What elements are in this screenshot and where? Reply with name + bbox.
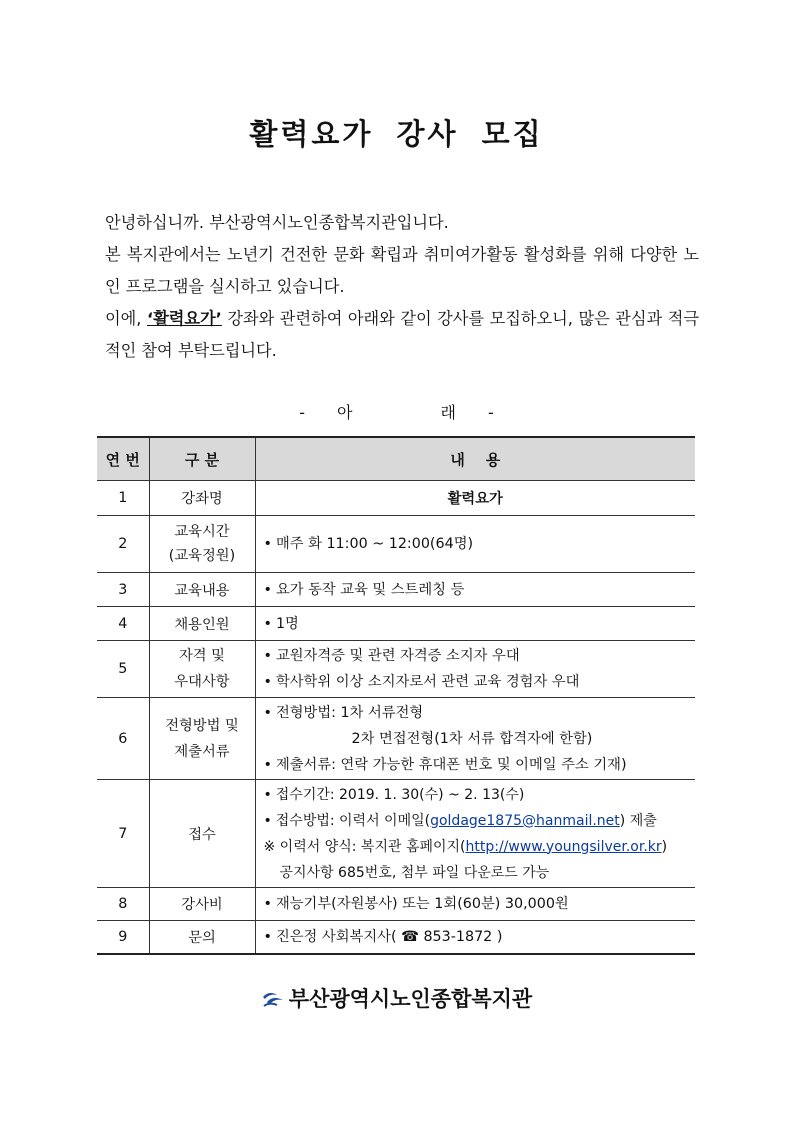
table-row xyxy=(97,888,695,921)
header-category: 구 분 xyxy=(149,437,255,481)
row-content: • 교원자격증 및 관련 자격증 소지자 우대 • 학사학위 이상 소지자로서 관련 교육 경험자 우대 xyxy=(255,641,695,698)
organization-name: 부산광역시노인종합복지관 xyxy=(288,987,533,1011)
table-row xyxy=(97,481,695,516)
email-link[interactable]: goldage1875@hanmail.net xyxy=(430,812,620,829)
recruitment-table xyxy=(97,436,695,955)
row-no: 4 xyxy=(97,607,149,641)
table-row xyxy=(97,516,695,573)
intro-request: 이에, ‘활력요가’ 강좌와 관련하여 아래와 같이 강사를 모집하오니, 많은 관심과 적극적인 참여 부탁드립니다. xyxy=(105,309,699,360)
row-category: 채용인원 xyxy=(149,607,255,641)
row-no: 2 xyxy=(97,516,149,573)
table-row xyxy=(97,607,695,641)
header-content: 내 용 xyxy=(255,437,695,481)
row-category: 문의 xyxy=(149,921,255,954)
row-category: 접수 xyxy=(149,780,255,888)
row-content: • 매주 화 11:00 ~ 12:00(64명) xyxy=(255,516,695,573)
row-no: 7 xyxy=(97,780,149,888)
row-no: 9 xyxy=(97,921,149,954)
row-category: 전형방법 및 제출서류 xyxy=(149,698,255,780)
row-category: 자격 및 우대사항 xyxy=(149,641,255,698)
table-row xyxy=(97,698,695,780)
page-title: 활력요가 강사 모집 xyxy=(249,117,544,151)
row-no: 3 xyxy=(97,573,149,607)
section-heading: - 아 래 - xyxy=(299,403,494,422)
row-no: 6 xyxy=(97,698,149,780)
row-category: 강좌명 xyxy=(149,481,255,516)
homepage-link[interactable]: http://www.youngsilver.or.kr xyxy=(465,838,662,855)
table-row xyxy=(97,921,695,954)
row-no: 5 xyxy=(97,641,149,698)
intro-greeting: 안녕하십니까. 부산광역시노인종합복지관입니다. xyxy=(105,213,449,232)
course-name-highlight: ‘활력요가’ xyxy=(146,309,222,328)
row-no: 8 xyxy=(97,888,149,921)
row-content: • 전형방법: 1차 서류전형 2차 면접전형(1차 서류 합격자에 한함) • 제출서류: 연락 가능한 휴대폰 번호 및 이메일 주소 기재) xyxy=(255,698,695,780)
row-content: • 요가 동작 교육 및 스트레칭 등 xyxy=(255,573,695,607)
intro-text xyxy=(93,207,699,367)
row-content: • 1명 xyxy=(255,607,695,641)
table-header-row xyxy=(97,437,695,481)
row-content: • 접수기간: 2019. 1. 30(수) ~ 2. 13(수) • 접수방법: 이력서 이메일(goldage1875@hanmail.net) 제출 ※ 이력서 양식: 복지관 홈페이지(http://www.youngsilver.or.kr) 공지사항 685번호, 첨부 파일 다운로드 가능 xyxy=(255,780,695,888)
row-no: 1 xyxy=(97,481,149,516)
welfare-logo-icon xyxy=(261,990,285,1010)
table-row xyxy=(97,780,695,888)
row-content: 활력요가 xyxy=(255,481,695,516)
footer-organization xyxy=(0,983,793,1013)
phone-icon: ☎ xyxy=(401,928,419,945)
row-content: • 재능기부(자원봉사) 또는 1회(60분) 30,000원 xyxy=(255,888,695,921)
table-row xyxy=(97,573,695,607)
row-category: 교육시간 (교육정원) xyxy=(149,516,255,573)
row-content: • 진은정 사회복지사( ☎ 853-1872 ) xyxy=(255,921,695,954)
table-row xyxy=(97,641,695,698)
header-no: 연 번 xyxy=(97,437,149,481)
row-category: 교육내용 xyxy=(149,573,255,607)
row-category: 강사비 xyxy=(149,888,255,921)
intro-paragraph: 본 복지관에서는 노년기 건전한 문화 확립과 취미여가활동 활성화를 위해 다양한 노인 프로그램을 실시하고 있습니다. xyxy=(105,245,699,296)
